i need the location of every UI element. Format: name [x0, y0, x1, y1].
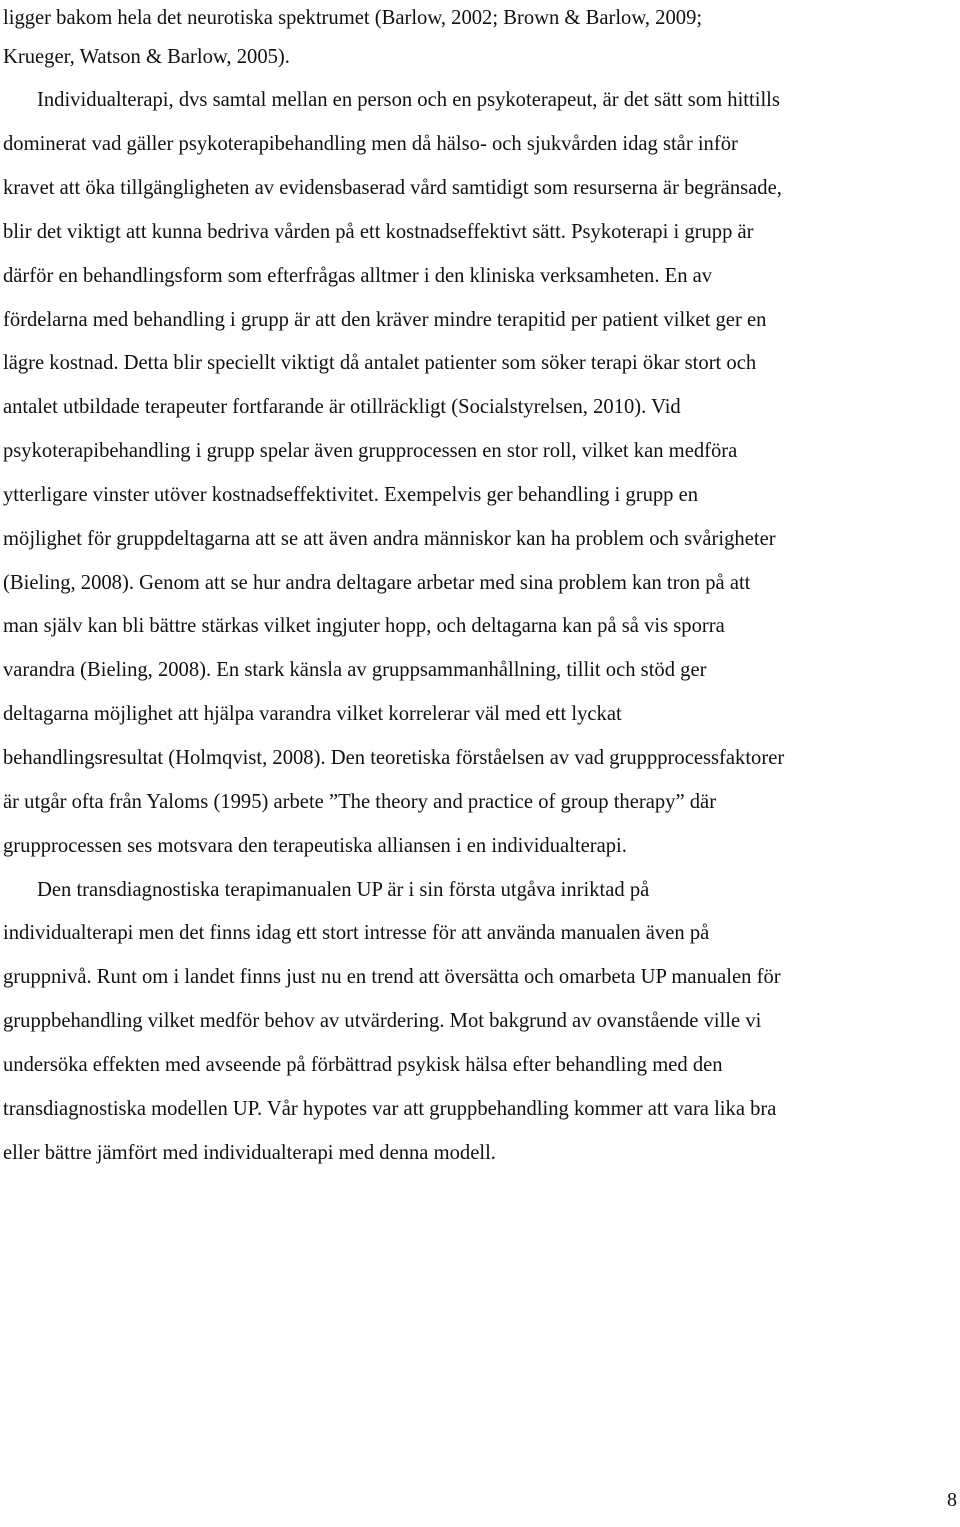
text-line: undersöka effekten med avseende på förbättrad psykisk hälsa efter behandling med den [3, 1053, 723, 1076]
text-line: blir det viktigt att kunna bedriva vården på ett kostnadseffektivt sätt. Psykoterapi i grupp är [3, 220, 754, 243]
text-line: psykoterapibehandling i grupp spelar även grupprocessen en stor roll, vilket kan medföra [3, 440, 738, 463]
text-line: Krueger, Watson & Barlow, 2005). [3, 45, 290, 68]
body-text [3, 0, 957, 1175]
text-line: man själv kan bli bättre stärkas vilket ingjuter hopp, och deltagarna kan på så vis sporra [3, 615, 725, 638]
text-line: kravet att öka tillgängligheten av evidensbaserad vård samtidigt som resurserna är begränsade, [3, 177, 782, 200]
text-line: ytterligare vinster utöver kostnadseffektivitet. Exempelvis ger behandling i grupp en [3, 483, 699, 506]
text-line: gruppnivå. Runt om i landet finns just nu en trend att översätta och omarbeta UP manualen för [3, 966, 781, 989]
paragraph-start-line: Individualterapi, dvs samtal mellan en person och en psykoterapeut, är det sätt som hittills [37, 89, 780, 112]
text-line: varandra (Bieling, 2008). En stark känsla av gruppsammanhållning, tillit och stöd ger [3, 659, 707, 682]
text-line: transdiagnostiska modellen UP. Vår hypotes var att gruppbehandling kommer att vara lika bra [3, 1097, 777, 1120]
text-line: är utgår ofta från Yaloms (1995) arbete ”The theory and practice of group therapy” där [3, 790, 717, 813]
text-line: dominerat vad gäller psykoterapibehandling men då hälso- och sjukvården idag står inför [3, 133, 738, 156]
text-line: behandlingsresultat (Holmqvist, 2008). Den teoretiska förståelsen av vad gruppprocessfaktorer [3, 747, 785, 769]
paragraph-start-line: Den transdiagnostiska terapimanualen UP är i sin första utgåva inriktad på [37, 878, 650, 901]
text-line: möjlighet för gruppdeltagarna att se att även andra människor kan ha problem och svårigheter [3, 527, 776, 550]
text-line: ligger bakom hela det neurotiska spektrumet (Barlow, 2002; Brown & Barlow, 2009; [3, 6, 703, 29]
text-line: (Bieling, 2008). Genom att se hur andra deltagare arbetar med sina problem kan tron på att [3, 571, 751, 594]
text-line: lägre kostnad. Detta blir speciellt viktigt då antalet patienter som söker terapi ökar stort och [3, 352, 757, 375]
page-number: 8 [947, 1489, 957, 1511]
text-line: eller bättre jämfört med individualterapi med denna modell. [3, 1141, 496, 1164]
text-line: gruppbehandling vilket medför behov av utvärdering. Mot bakgrund av ovanstående ville vi [3, 1010, 762, 1033]
text-line: antalet utbildade terapeuter fortfarande är otillräckligt (Socialstyrelsen, 2010). Vid [3, 396, 681, 419]
text-line: deltagarna möjlighet att hjälpa varandra vilket korrelerar väl med ett lyckat [3, 703, 622, 726]
text-line: individualterapi men det finns idag ett stort intresse för att använda manualen även på [3, 922, 710, 945]
text-line: därför en behandlingsform som efterfrågas alltmer i den kliniska verksamheten. En av [3, 264, 713, 287]
text-line: grupprocessen ses motsvara den terapeutiska alliansen i en individualterapi. [3, 834, 627, 857]
text-line: fördelarna med behandling i grupp är att den kräver mindre terapitid per patient vilket ger en [3, 308, 767, 331]
